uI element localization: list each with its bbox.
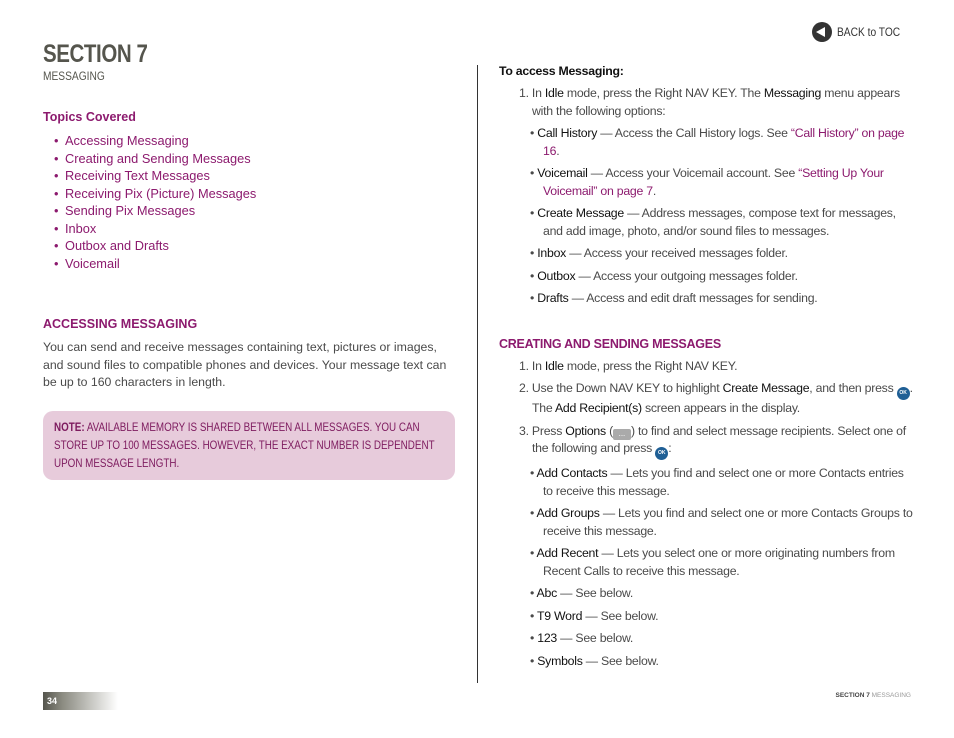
recipient-option [530, 585, 914, 603]
text-segment: menu appears with the following options: [532, 86, 900, 118]
footer-section: SECTION 7 [835, 692, 870, 699]
recipient-option [530, 545, 914, 580]
note-text: AVAILABLE MEMORY IS SHARED BETWEEN ALL MESSAGES. YOU CAN STORE UP TO 100 MESSAGES. HOWEVER, THE EXACT NUMBER IS DEPENDENT UPON MESSAGE LENGTH. [54, 420, 435, 470]
footer-chapter: MESSAGING [871, 692, 911, 699]
creating-heading: CREATING AND SENDING MESSAGES [499, 336, 721, 351]
text-segment: — See below. [582, 608, 659, 623]
access-option [530, 290, 914, 308]
access-option [530, 245, 914, 263]
section-subtitle: MESSAGING [43, 69, 105, 83]
text-segment: screen appears in the display. [641, 401, 800, 415]
topic-label[interactable]: Creating and Sending Messages [65, 150, 251, 166]
text-segment: . The [532, 381, 913, 415]
access-option [530, 268, 914, 286]
accessing-body: You can send and receive messages containing text, pictures or images, and sound files to compatible phones and devices. Your message text can be up to 160 characters in length. [43, 340, 447, 389]
text-segment: • [530, 653, 538, 668]
create-step-1 [519, 358, 914, 376]
topic-link[interactable]: • Inbox [54, 220, 97, 236]
section-title: SECTION 7 [43, 40, 148, 68]
text-segment: • [530, 206, 538, 220]
ui-term: 123 [537, 631, 558, 645]
text-segment: • [530, 506, 537, 520]
topic-label[interactable]: Receiving Pix (Picture) Messages [65, 185, 257, 201]
ui-term: Voicemail [537, 166, 588, 180]
ui-term: Messaging [763, 86, 822, 100]
back-arrow-icon [812, 22, 832, 42]
recipient-option [530, 465, 914, 500]
text-segment: mode, press the Right NAV KEY. [563, 358, 738, 373]
text-segment: — See below. [557, 586, 634, 600]
topic-label[interactable]: Accessing Messaging [65, 133, 189, 148]
recipient-option [530, 505, 914, 540]
access-option [530, 205, 914, 240]
topic-link[interactable]: • Voicemail [54, 255, 120, 271]
topic-label[interactable]: Outbox and Drafts [65, 238, 169, 253]
topic-label[interactable]: Inbox [65, 220, 97, 236]
topic-label[interactable]: Voicemail [65, 255, 120, 271]
note-box [43, 411, 455, 480]
topics-list [43, 132, 256, 272]
text-segment: — Access your received messages folder. [566, 246, 788, 260]
text-segment: • [530, 126, 538, 140]
recipient-option [530, 630, 914, 648]
right-column [499, 63, 914, 670]
text-segment: • [530, 246, 538, 260]
text-segment: 2. Use the Down NAV KEY to highlight [519, 381, 723, 395]
to-access-heading: To access Messaging: [499, 64, 624, 78]
text-segment: • [530, 631, 538, 645]
topics-heading: Topics Covered [43, 110, 136, 124]
text-segment: 1. In [519, 358, 545, 373]
footer-label [836, 692, 912, 699]
ui-term: Outbox [537, 268, 576, 283]
text-segment: mode, press the Right NAV KEY. The [563, 86, 764, 100]
text-segment: — Lets you select one or more originating numbers from Recent Calls to receive this message. [543, 546, 895, 578]
topic-link[interactable]: • Receiving Text Messages [54, 168, 210, 183]
accessing-heading: ACCESSING MESSAGING [43, 317, 198, 331]
text-segment: — Address messages, compose text for messages, and add image, photo, and/or sound files to messages. [543, 206, 896, 238]
ui-term: Options [565, 423, 606, 438]
access-option [530, 165, 914, 200]
topic-link[interactable]: • Outbox and Drafts [54, 238, 169, 253]
create-step-2 [519, 380, 914, 418]
text-segment: — Access and edit draft messages for sending. [568, 291, 818, 305]
column-divider [477, 65, 478, 683]
text-segment: . [556, 143, 560, 158]
recipient-option [530, 608, 914, 626]
note-label: NOTE: [54, 420, 85, 434]
topic-link[interactable]: • Creating and Sending Messages [54, 150, 251, 166]
text-segment: ) to find and select message recipients. Select one of the following and press [532, 423, 906, 455]
text-segment: • [530, 291, 538, 305]
text-segment: : [668, 441, 672, 455]
text-segment: • [530, 166, 538, 180]
ui-term: Add Groups [536, 506, 600, 520]
ok-key-icon: OK [897, 387, 910, 400]
text-segment: 3. Press [519, 423, 566, 438]
ui-term: Abc [536, 586, 557, 600]
access-step-1 [519, 85, 914, 120]
text-segment: — See below. [557, 631, 634, 645]
text-segment: ( [605, 423, 613, 438]
text-segment: • [530, 546, 537, 560]
topic-link[interactable]: • Receiving Pix (Picture) Messages [54, 185, 257, 201]
topic-label[interactable]: Receiving Text Messages [65, 168, 210, 183]
ui-term: Symbols [537, 653, 583, 668]
text-segment: — Access the Call History logs. See [597, 126, 791, 140]
topic-link[interactable]: • Sending Pix Messages [54, 203, 196, 218]
text-segment: — Access your outgoing messages folder. [575, 268, 798, 283]
text-segment: , and then press [809, 381, 897, 395]
ui-term: Create Message [722, 381, 810, 395]
text-segment: • [530, 466, 537, 480]
ui-term: Idle [544, 86, 564, 100]
cross-reference-link[interactable]: “Setting Up Your Voicemail” on page 7 [543, 166, 884, 198]
back-to-toc-label: BACK to TOC [836, 25, 900, 39]
options-key-icon: ... [613, 429, 631, 440]
topic-link[interactable]: • Accessing Messaging [54, 133, 189, 148]
text-segment: — Lets you find and select one or more Contacts entries to receive this message. [543, 466, 904, 498]
text-segment: . [652, 183, 657, 198]
ui-term: T9 Word [537, 608, 583, 623]
ui-term: Add Contacts [536, 466, 608, 480]
page-number: 34 [43, 692, 118, 710]
text-segment: • [530, 608, 537, 623]
ui-term: Idle [544, 358, 564, 373]
text-segment: — Lets you find and select one or more Contacts Groups to receive this message. [543, 506, 913, 538]
recipient-option [530, 653, 914, 671]
ui-term: Inbox [537, 246, 567, 260]
ui-term: Call History [537, 126, 598, 140]
topic-label[interactable]: Sending Pix Messages [65, 203, 196, 218]
create-step-3 [519, 423, 914, 461]
text-segment: — Access your Voicemail account. See [587, 166, 799, 180]
text-segment: • [530, 586, 537, 600]
cross-reference-link[interactable]: “Call History” on page 16 [543, 126, 905, 158]
ui-term: Drafts [537, 291, 569, 305]
back-to-toc-link[interactable] [812, 22, 911, 42]
ui-term: Add Recent [536, 546, 599, 560]
text-segment: — See below. [582, 653, 659, 668]
ok-key-icon: OK [655, 447, 668, 460]
text-segment: • [530, 268, 538, 283]
text-segment: 1. In [519, 86, 545, 100]
ui-term: Create Message [537, 206, 624, 220]
access-option [530, 125, 914, 160]
ui-term: Add Recipient(s) [554, 401, 642, 415]
